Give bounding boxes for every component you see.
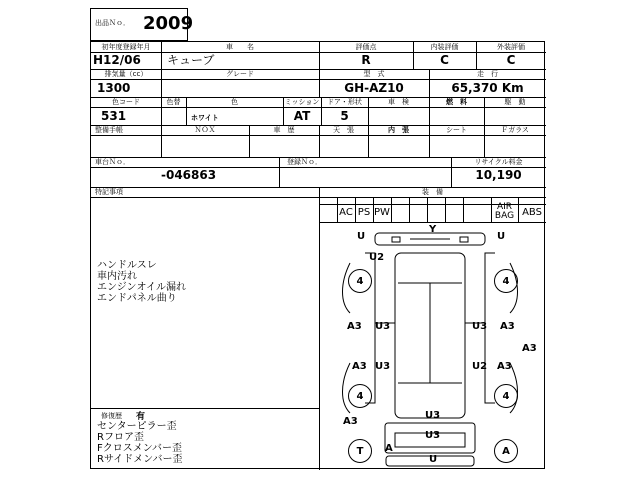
- damage-circle: 4: [494, 269, 518, 293]
- interior-grade: C: [440, 53, 449, 67]
- seat-header: シート: [446, 126, 467, 134]
- exterior-grade: C: [506, 53, 516, 67]
- name-header: 車 名: [226, 43, 254, 51]
- color-name: ホワイト: [191, 114, 219, 122]
- equip-ps: PS: [357, 207, 371, 218]
- doors: 5: [340, 109, 349, 123]
- mileage: 65,370 Km: [451, 81, 524, 95]
- repair-history-label: 修復歴: [101, 412, 122, 420]
- displacement-header: 排気量（cc）: [104, 70, 148, 78]
- interior-trim-header: 内 張: [388, 126, 409, 134]
- repair-history-flag: 有: [136, 412, 146, 422]
- car-name: キューブ: [167, 53, 215, 67]
- windshield-header: Ｆガラス: [501, 126, 529, 134]
- equip-ac: AC: [339, 207, 353, 218]
- note-line: エンドパネル曲り: [97, 293, 177, 304]
- history-header: 車 歴: [273, 126, 295, 134]
- equipment-header: 装 備: [422, 188, 443, 196]
- damage-mark: U3: [425, 410, 441, 421]
- score-value: R: [361, 53, 371, 67]
- grade-header: グレード: [226, 70, 254, 78]
- chassis-number: -046863: [161, 168, 217, 182]
- lot-number-box: [90, 8, 194, 41]
- damage-mark: A3: [352, 361, 367, 372]
- color-code: 531: [101, 109, 127, 123]
- color-header: 色: [231, 98, 238, 106]
- damage-mark: A: [385, 443, 393, 454]
- mileage-header: 走 行: [477, 70, 498, 78]
- damage-mark: U2: [369, 252, 385, 263]
- damage-mark: A3: [500, 321, 515, 332]
- note-line: エンジンオイル漏れ: [97, 282, 186, 293]
- repair-line: センターピラー歪: [97, 421, 177, 432]
- damage-circle: 4: [494, 384, 518, 408]
- drive-header: 駆 動: [504, 98, 526, 106]
- model-code: GH-AZ10: [344, 81, 404, 95]
- damage-mark: U: [497, 231, 506, 242]
- auction-sheet: [90, 41, 545, 469]
- damage-circle: A: [494, 439, 518, 463]
- model-header: 型 式: [363, 70, 385, 78]
- damage-mark: A3: [347, 321, 362, 332]
- lot-number: 2009: [143, 13, 194, 34]
- damage-mark: U2: [472, 361, 488, 372]
- transmission: AT: [293, 109, 311, 123]
- repair-line: Rサイドメンバー歪: [97, 454, 183, 465]
- lot-number-label: 出品Ｎｏ．: [95, 19, 130, 27]
- damage-circle: 4: [348, 269, 372, 293]
- damage-circle: 4: [348, 384, 372, 408]
- inspection-header: 車 検: [388, 98, 409, 106]
- interior-grade-header: 内装評価: [430, 43, 459, 51]
- score-header: 評価点: [355, 43, 377, 51]
- damage-mark: U3: [375, 321, 391, 332]
- displacement: 1300: [97, 81, 131, 95]
- repair-line: Fクロスメンバー歪: [97, 443, 183, 454]
- note-line: 車内汚れ: [97, 271, 137, 282]
- color-code-header: 色コード: [112, 98, 140, 106]
- registration-header: 登録Ｎｏ．: [287, 158, 322, 166]
- damage-mark: Y: [429, 224, 437, 235]
- damage-mark: A3: [497, 361, 512, 372]
- doors-header: ドア・形状: [327, 98, 362, 106]
- equip-airbag: AIR BAG: [494, 202, 515, 221]
- mission-header: ミッション: [284, 98, 320, 106]
- first-registration: H12/06: [93, 53, 141, 67]
- damage-mark: U: [357, 231, 366, 242]
- special-notes-header: 特記事項: [95, 188, 123, 196]
- damage-mark: U3: [472, 321, 488, 332]
- fuel-header: 燃 料: [446, 98, 467, 106]
- year-header: 初年度登録年月: [101, 43, 151, 51]
- chassis-header: 車台Ｎｏ．: [95, 158, 130, 166]
- roof-header: 天 張: [333, 126, 354, 134]
- repair-line: Rフロア歪: [97, 432, 144, 443]
- damage-circle: T: [348, 439, 372, 463]
- recycle-fee: 10,190: [475, 168, 522, 182]
- manual-header: 整備手帳: [95, 126, 123, 134]
- damage-mark: A3: [343, 416, 358, 427]
- damage-mark: U3: [375, 361, 391, 372]
- nox-header: ＮＯＸ: [194, 126, 216, 134]
- recycle-header: リサイクル料金: [474, 158, 523, 166]
- damage-mark: U3: [425, 430, 441, 441]
- color-change-header: 色替: [166, 98, 181, 106]
- damage-mark: A3: [522, 343, 537, 354]
- equip-abs: ABS: [522, 207, 542, 218]
- damage-mark: U: [429, 454, 438, 465]
- equip-pw: PW: [374, 207, 390, 218]
- note-line: ハンドルスレ: [97, 260, 157, 271]
- exterior-grade-header: 外装評価: [497, 43, 525, 51]
